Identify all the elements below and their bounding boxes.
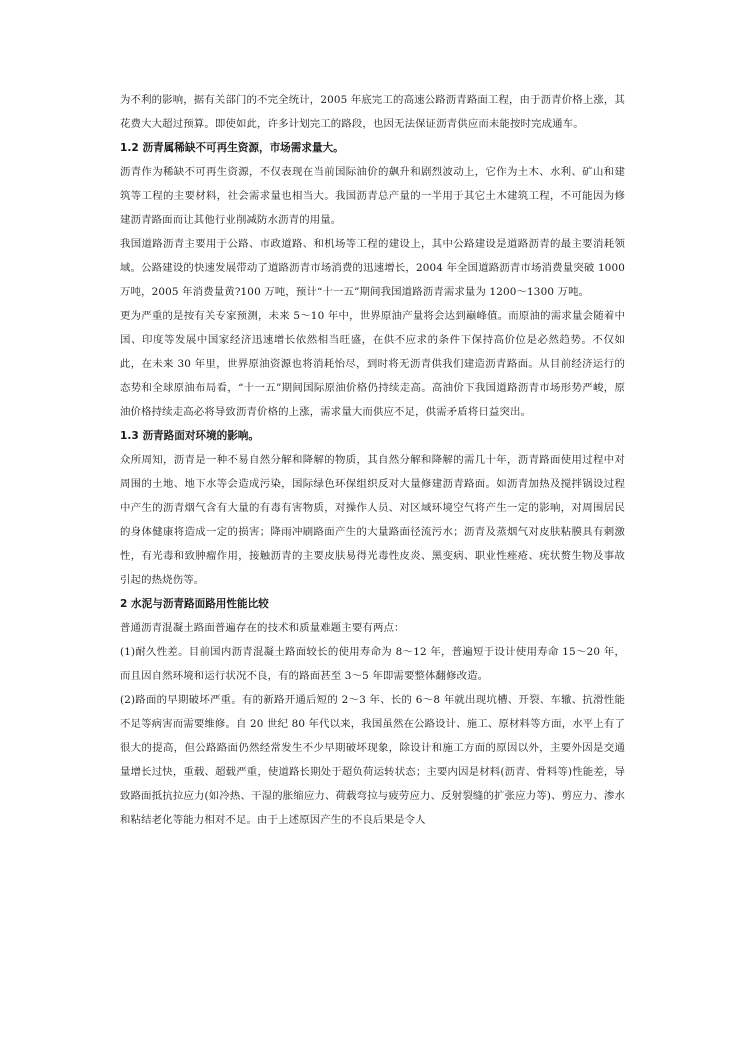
document-page (120, 88, 625, 832)
paragraph-two-problems-intro: 普通沥青混凝土路面普遍存在的技术和质量难题主要有两点： (120, 622, 405, 634)
paragraph-price-impact: 为不利的影响，据有关部门的不完全统计，2005 年底完工的高速公路沥青路面工程，由于沥青价格上涨，其花费大大超过预算。即使如此，许多计划完工的路段，也因无法保证沥青供应而未能按时完成通车。 (120, 94, 625, 130)
paragraph-early-damage: (2)路面的早期破坏严重。有的新路开通后短的 2～3 年、长的 6～8 年就出现坑槽、开裂、车辙、抗滑性能不足等病害而需要维修。自 20 世纪 80 年代以来，我国虽然在公路设计、施工、原材料等方面，水平上有了很大的提高，但公路路面仍然经常发生不少早期破坏现象，除设计和施工方面的原因以外，主要外因是交通量增长过快，重载、超载严重，使道路长期处于超负荷运转状态；主要内因是材料(沥青、骨料等)性能差，导致路面抵抗拉应力(如冷热、干湿的胀缩应力、荷载弯拉与疲劳应力、反射裂缝的扩张应力等)、剪应力、渗水和粘结老化等能力相对不足。由于上述原因产生的不良后果是令人 (120, 694, 625, 826)
paragraph-durability: (1)耐久性差。目前国内沥青混凝土路面较长的使用寿命为 8～12 年，普遍短于设计使用寿命 15～20 年，而且因自然环境和运行状况不良，有的路面甚至 3～5 年即需要整体翻修改造。 (120, 646, 625, 682)
heading-1-3: 1.3 沥青路面对环境的影响。 (120, 430, 259, 442)
paragraph-environment-impact: 众所周知，沥青是一种不易自然分解和降解的物质，其自然分解和降解的需几十年，沥青路面使用过程中对周围的土地、地下水等会造成污染，国际绿色环保组织反对大量修建沥青路面。如沥青加热及搅拌锅设过程中产生的沥青烟气含有大量的有毒有害物质，对操作人员、对区域环境空气将产生一定的影响，对周围居民的身体健康将造成一定的损害；降雨冲刷路面产生的大量路面径流污水；沥青及蒸烟气对皮肤粘膜具有刺激性，有光毒和致肿瘤作用，接触沥青的主要皮肤易得光毒性皮炎、黑变病、职业性痤疮、疣状赘生物及事故引起的热烧伤等。 (120, 454, 625, 586)
paragraph-scarce-resource: 沥青作为稀缺不可再生资源，不仅表现在当前国际油价的飙升和剧烈波动上，它作为土木、水利、矿山和建筑等工程的主要材料，社会需求量也相当大。我国沥青总产量的一半用于其它土木建筑工程，不可能因为修建沥青路面而让其他行业削减防水沥青的用量。 (120, 166, 625, 226)
paragraph-oil-forecast: 更为严重的是按有关专家预测，未来 5～10 年中，世界原油产量将会达到巅峰值。而原油的需求量会随着中国、印度等发展中国家经济迅速增长依然相当旺盛，在供不应求的条件下保持高价位是必然趋势。不仅如此，在未来 30 年里，世界原油资源也将消耗怡尽，到时将无沥青供我们建造沥青路面。从目前经济运行的态势和全球原油布局看，“十一五”期间国际原油价格仍持续走高。高油价下我国道路沥青市场形势严峻，原油价格持续走高必将导致沥青价格的上涨，需求量大而供应不足，供需矛盾将日益突出。 (120, 310, 625, 418)
heading-1-2: 1.2 沥青属稀缺不可再生资源，市场需求量大。 (120, 142, 344, 154)
paragraph-road-asphalt-consumption: 我国道路沥青主要用于公路、市政道路、和机场等工程的建设上，其中公路建设是道路沥青的最主要消耗领域。公路建设的快速发展带动了道路沥青市场消费的迅速增长，2004 年全国道路沥青市场消费量突破 1000 万吨，2005 年消费量黄?100 万吨，预计“十一五”期间我国道路沥青需求量为 1200～1300 万吨。 (120, 238, 625, 298)
heading-2: 2 水泥与沥青路面路用性能比较 (120, 598, 269, 610)
